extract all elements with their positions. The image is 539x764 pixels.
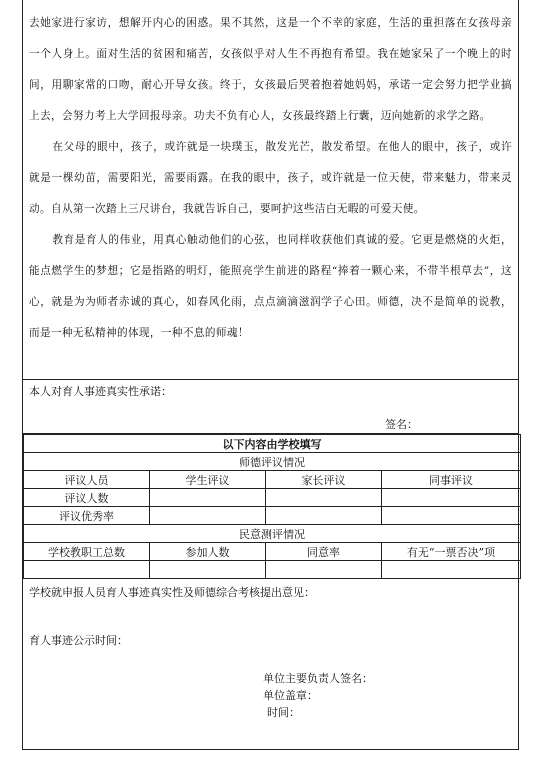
cell-participants[interactable] <box>150 561 266 579</box>
row-label-count: 评议人数 <box>24 489 150 507</box>
leader-signature-label: 单位主要负责人签名： <box>263 672 373 685</box>
school-section-title: 以下内容由学校填写 <box>24 435 521 453</box>
school-evaluation-table <box>23 434 521 579</box>
cell-student-count[interactable] <box>150 489 266 507</box>
survey-header-participants: 参加人数 <box>150 543 266 561</box>
survey-header-total-staff: 学校教职工总数 <box>24 543 150 561</box>
ethics-header-evaluators: 评议人员 <box>24 471 150 489</box>
cell-colleague-rate[interactable] <box>382 507 521 525</box>
date-label: 时间： <box>267 706 300 719</box>
ethics-header-parent: 家长评议 <box>266 471 382 489</box>
ethics-section-title: 师德评议情况 <box>24 453 521 471</box>
ethics-header-student: 学生评议 <box>150 471 266 489</box>
row-label-rate: 评议优秀率 <box>24 507 150 525</box>
survey-section-title: 民意测评情况 <box>24 525 521 543</box>
survey-header-approval-rate: 同意率 <box>266 543 382 561</box>
cell-parent-count[interactable] <box>266 489 382 507</box>
seal-label: 单位盖章： <box>263 689 318 702</box>
cell-approval-rate[interactable] <box>266 561 382 579</box>
survey-header-veto: 有无“一票否决”项 <box>382 543 521 561</box>
cell-total-staff[interactable] <box>24 561 150 579</box>
cell-parent-rate[interactable] <box>266 507 382 525</box>
publicity-time-label: 育人事迹公示时间： <box>29 634 128 647</box>
application-form <box>22 0 519 750</box>
essay-paragraph-1: 去她家进行家访，想解开内心的困惑。果不其然，这是一个不幸的家庭，生活的重担落在女孩母亲一个人身上。面对生活的贫困和痛苦，女孩似乎对人生不再抱有希望。我在她家呆了一个晚上的时间，用聊家常的口吻，耐心开导女孩。终于，女孩最后哭着抱着她妈妈，承诺一定会努力把学业搞上去，会努力考上大学回报母亲。功夫不负有心人，女孩最终踏上行囊，迈向她新的求学之路。 <box>29 17 512 122</box>
school-opinion-section <box>23 584 518 750</box>
cell-colleague-count[interactable] <box>382 489 521 507</box>
essay-paragraph-3: 教育是育人的伟业，用真心触动他们的心弦，也同样收获他们真诚的爱。它更是燃烧的火炬，能点燃学生的梦想；它是指路的明灯，能照亮学生前进的路程“捧着一颗心来，不带半根草去”，这心，就是为为师者赤诚的真心，如春风化雨，点点滴滴滋润学子心田。师德，决不是简单的说教，而是一种无私精神的体现，一种不息的师魂！ <box>29 234 512 339</box>
essay-paragraph-2: 在父母的眼中，孩子，或许就是一块璞玉，散发光芒，散发希望。在他人的眼中，孩子，或许就是一棵幼苗，需要阳光，需要雨露。在我的眼中，孩子，或许就是一位天使，带来魅力，带来灵动。自从第一次踏上三尺讲台，我就告诉自己，要呵护这些洁白无暇的可爱天使。 <box>29 141 512 215</box>
cell-veto[interactable] <box>382 561 521 579</box>
pledge-signature-field[interactable]: 签名： <box>385 418 418 431</box>
pledge-label: 本人对育人事迹真实性承诺： <box>29 385 172 398</box>
opinion-question: 学校就申报人员育人事迹真实性及师德综合考核提出意见： <box>29 586 315 599</box>
ethics-header-colleague: 同事评议 <box>382 471 521 489</box>
cell-student-rate[interactable] <box>150 507 266 525</box>
essay-section <box>23 0 518 380</box>
pledge-section <box>23 380 518 434</box>
